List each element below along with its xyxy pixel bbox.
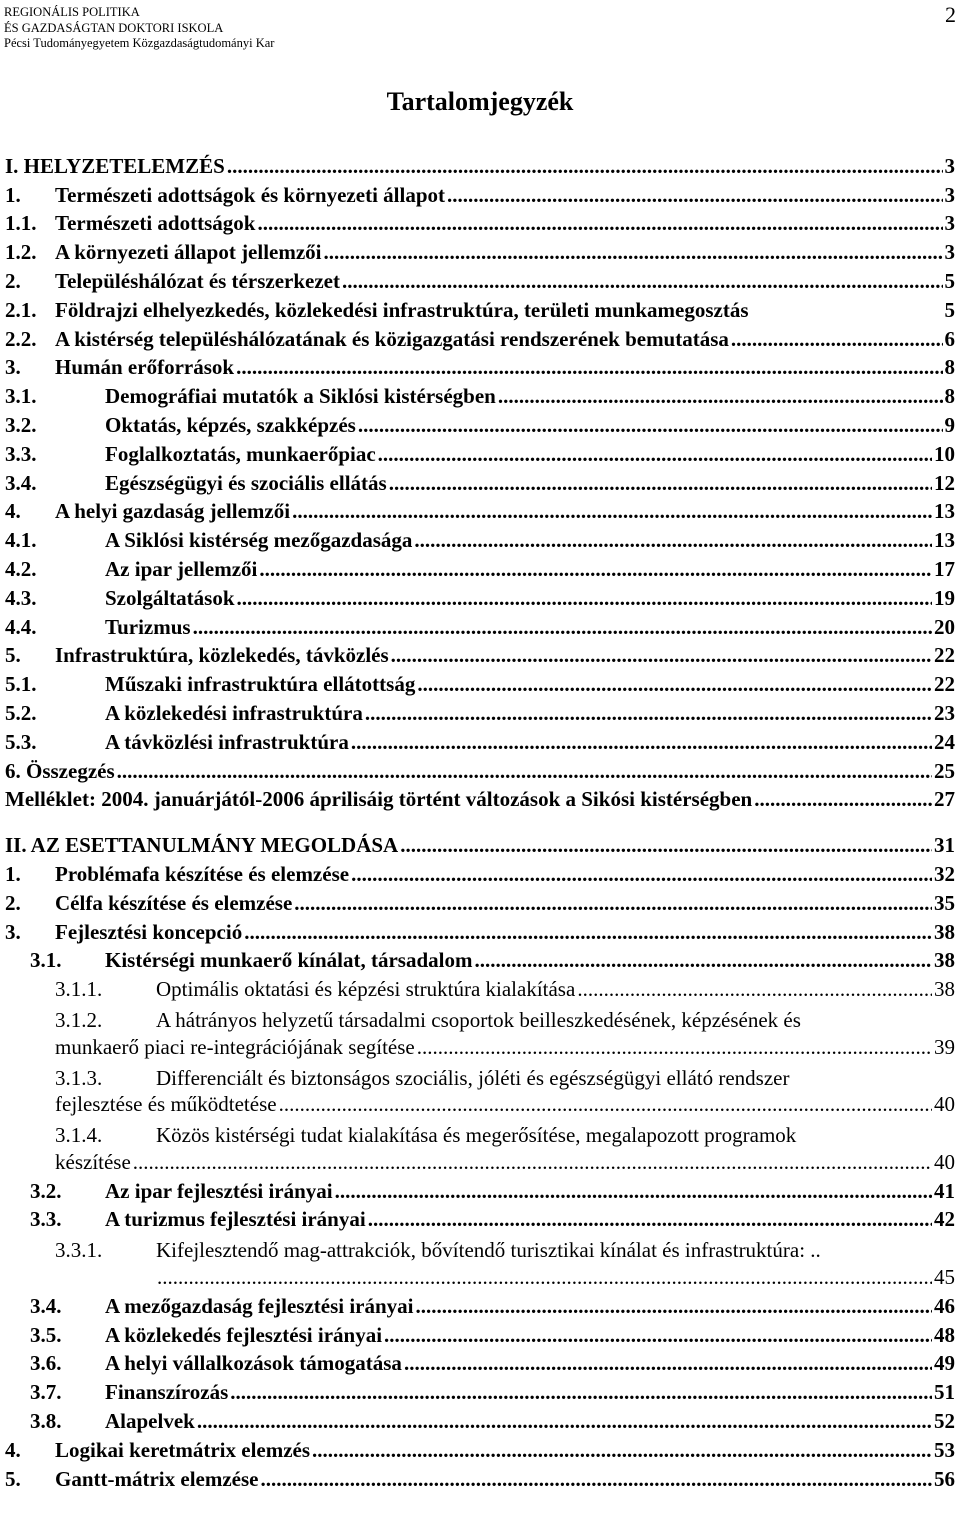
dot-leader — [365, 701, 932, 726]
toc-entry-number: 2. — [5, 890, 21, 915]
dot-leader — [133, 1150, 932, 1175]
toc-entry[interactable] — [5, 183, 955, 212]
toc-entry-number: 4.4. — [5, 614, 37, 639]
toc-entry-title: A környezeti állapot jellemzői — [55, 240, 322, 265]
toc-entry[interactable] — [5, 528, 955, 557]
toc-entry[interactable] — [5, 413, 955, 442]
toc-entry-title: Gantt-mátrix elemzése — [55, 1466, 259, 1491]
header-line-3: Pécsi Tudományegyetem Közgazdaságtudományi Kar — [4, 36, 275, 50]
toc-entry-title: Természeti adottságok — [55, 211, 256, 236]
toc-entry-title: A távközlési infrastruktúra — [105, 729, 349, 754]
toc-entry[interactable] — [5, 644, 955, 673]
toc-entry-page: 13 — [934, 499, 955, 524]
toc-entry-page: 22 — [934, 672, 955, 697]
toc-entry[interactable] — [5, 212, 955, 241]
toc-entry[interactable] — [5, 1265, 955, 1294]
toc-entry[interactable] — [5, 615, 955, 644]
toc-entry-number: 3.6. — [30, 1351, 62, 1376]
toc-entry-title: fejlesztése és működtetése — [55, 1092, 277, 1117]
toc-entry[interactable] — [5, 833, 955, 862]
toc-entry-number: 5.1. — [5, 672, 37, 697]
toc-entry-title: Demográfiai mutatók a Siklósi kistérségben — [105, 384, 496, 409]
toc-entry-number: 1. — [5, 182, 21, 207]
toc-entry-number: 3.3.1. — [55, 1238, 103, 1263]
dot-leader — [389, 471, 932, 496]
toc-entry-number: 4.2. — [5, 556, 37, 581]
toc-entry-page: 51 — [934, 1380, 955, 1405]
dot-leader — [577, 977, 932, 1002]
toc-entry-number: 5. — [5, 1466, 21, 1491]
toc-entry-title: Turizmus — [105, 614, 191, 639]
toc-entry-number: 3.4. — [30, 1293, 62, 1318]
toc-entry-title: Közös kistérségi tudat kialakítása és megerősítése, megalapozott programok — [156, 1123, 797, 1148]
toc-entry-number: 3.1.4. — [55, 1123, 103, 1148]
toc-entry-page: 3 — [944, 182, 955, 207]
toc-entry[interactable] — [5, 240, 955, 269]
toc-entry-page: 8 — [944, 355, 955, 380]
toc-entry-page: 38 — [934, 919, 955, 944]
toc-entry-title: Az ipar jellemzői — [105, 556, 258, 581]
toc-entry[interactable] — [5, 977, 955, 1006]
dot-leader — [447, 183, 943, 208]
toc-entry-page: 20 — [934, 614, 955, 639]
toc-entry[interactable] — [5, 500, 955, 529]
toc-entry-page: 22 — [934, 643, 955, 668]
toc-entry-page: 56 — [934, 1466, 955, 1491]
toc-entry-page: 52 — [934, 1409, 955, 1434]
toc-entry-page: 9 — [944, 412, 955, 437]
toc-entry[interactable] — [5, 154, 955, 183]
dot-leader — [400, 833, 932, 858]
toc-entry[interactable] — [5, 1064, 955, 1093]
toc-entry-page: 41 — [934, 1178, 955, 1203]
toc-entry-number: 3.2. — [5, 412, 37, 437]
toc-entry-page: 39 — [934, 1034, 955, 1059]
toc-entry-number: 2.2. — [5, 326, 37, 351]
toc-entry-number: 4. — [5, 1437, 21, 1462]
toc-entry[interactable] — [5, 1236, 955, 1265]
toc-entry-number: 4.1. — [5, 528, 37, 553]
dot-leader — [257, 211, 942, 236]
dot-leader — [351, 862, 932, 887]
toc-entry-title: A helyi gazdaság jellemzői — [55, 499, 291, 524]
toc-entry[interactable] — [5, 1467, 955, 1496]
toc-entry-title: Műszaki infrastruktúra ellátottság — [105, 672, 416, 697]
toc-entry-title: Optimális oktatási és képzési struktúra kialakítása — [156, 977, 576, 1002]
toc-entry-page: 5 — [944, 268, 955, 293]
toc-entry-page: 42 — [934, 1207, 955, 1232]
page-title: Tartalomjegyzék — [386, 87, 574, 116]
dot-leader — [417, 672, 932, 697]
toc-entry-page: 8 — [944, 384, 955, 409]
dot-leader — [417, 1035, 932, 1060]
toc-entry[interactable] — [5, 730, 955, 759]
dot-leader — [259, 557, 932, 582]
toc-entry-page: 45 — [934, 1265, 955, 1290]
toc-entry-title: A közlekedés fejlesztési irányai — [105, 1322, 383, 1347]
toc-entry[interactable] — [5, 471, 955, 500]
document-header — [4, 5, 274, 52]
toc-entry-number: Melléklet: 2004. januárjától-2006 áprilisáig történt változások a Sikósi kistérségben — [5, 787, 753, 812]
dot-leader — [378, 442, 932, 467]
toc-entry[interactable] — [5, 269, 955, 298]
toc-entry-number: 5.2. — [5, 700, 37, 725]
toc-entry-page: 38 — [934, 977, 955, 1002]
toc-entry-number: 4. — [5, 499, 21, 524]
toc-entry-number: I. HELYZETELEMZÉS — [5, 153, 225, 178]
dot-leader — [279, 1092, 932, 1117]
toc-entry-number: 1.2. — [5, 240, 37, 265]
toc-entry-title: Kistérségi munkaerő kínálat, társadalom — [105, 948, 473, 973]
toc-entry-title: Természeti adottságok és környezeti állapot — [55, 182, 445, 207]
toc-entry[interactable] — [5, 1035, 955, 1064]
toc-entry-page: 35 — [934, 890, 955, 915]
toc-entry[interactable] — [5, 586, 955, 615]
toc-entry-page: 10 — [934, 441, 955, 466]
toc-entry-title: Finanszírozás — [105, 1380, 229, 1405]
toc-entry[interactable] — [5, 1006, 955, 1035]
section-gap — [5, 816, 955, 833]
toc-entry-page: 3 — [944, 240, 955, 265]
toc-entry-title: A közlekedési infrastruktúra — [105, 700, 363, 725]
toc-entry-number: 2.1. — [5, 297, 37, 322]
dot-leader — [236, 355, 942, 380]
toc-entry[interactable] — [5, 891, 955, 920]
toc-entry[interactable] — [5, 1208, 955, 1237]
toc-entry-title: munkaerő piaci re-integrációjának segítése — [55, 1034, 415, 1059]
dot-leader — [197, 1409, 932, 1434]
toc-entry[interactable] — [5, 298, 955, 327]
toc-entry-number: 3.1. — [5, 384, 37, 409]
dot-leader — [292, 499, 932, 524]
toc-entry-number: 3.3. — [30, 1207, 62, 1232]
toc-entry-page: 27 — [934, 787, 955, 812]
toc-entry[interactable] — [5, 862, 955, 891]
toc-entry-title: készítése — [55, 1149, 131, 1174]
toc-entry-page: 49 — [934, 1351, 955, 1376]
toc-entry-title: Humán erőforrások — [55, 355, 235, 380]
toc-entry-title: Szolgáltatások — [105, 585, 235, 610]
toc-entry-page: 24 — [934, 729, 955, 754]
toc-entry-page: 3 — [944, 211, 955, 236]
toc-entry[interactable] — [5, 442, 955, 471]
toc-entry[interactable] — [5, 384, 955, 413]
toc-entry-page: 12 — [934, 470, 955, 495]
toc-entry-page: 48 — [934, 1322, 955, 1347]
toc-entry-page: 38 — [934, 948, 955, 973]
toc-entry-title: Kifejlesztendő mag-attrakciók, bővítendő turisztikai kínálat és infrastruktúra: .. — [156, 1238, 821, 1263]
toc-entry-page: 13 — [934, 528, 955, 553]
toc-entry[interactable] — [5, 1093, 955, 1122]
toc-entry[interactable] — [5, 1323, 955, 1352]
dot-leader — [294, 891, 932, 916]
toc-entry-title: A mezőgazdaság fejlesztési irányai — [105, 1293, 414, 1318]
toc-entry-number: 3.1.3. — [55, 1065, 103, 1090]
toc-entry-title: Az ipar fejlesztési irányai — [105, 1178, 333, 1203]
toc-entry-title: Alapelvek — [105, 1409, 195, 1434]
toc-entry-page: 6 — [944, 326, 955, 351]
dot-leader — [404, 1351, 932, 1376]
dot-leader — [230, 1380, 932, 1405]
toc-entry[interactable] — [5, 1179, 955, 1208]
toc-entry-title: A helyi vállalkozások támogatása — [105, 1351, 402, 1376]
toc-entry-title: Foglalkoztatás, munkaerőpiac — [105, 441, 376, 466]
toc-entry-number: II. AZ ESETTANULMÁNY MEGOLDÁSA — [5, 833, 399, 858]
toc-entry-page: 5 — [944, 297, 955, 322]
dot-leader — [335, 1179, 932, 1204]
toc-entry-title: Fejlesztési koncepció — [55, 919, 243, 944]
toc-entry-title: Oktatás, képzés, szakképzés — [105, 412, 356, 437]
toc-entry-page: 46 — [934, 1293, 955, 1318]
toc-entry-title: Infrastruktúra, közlekedés, távközlés — [55, 643, 389, 668]
dot-leader — [324, 240, 943, 265]
toc-entry-page: 19 — [934, 585, 955, 610]
toc-entry-number: 3.1.2. — [55, 1008, 103, 1033]
dot-leader — [351, 730, 932, 755]
toc-entry[interactable] — [5, 1294, 955, 1323]
dot-leader — [342, 269, 943, 294]
dot-leader — [368, 1207, 932, 1232]
toc-entry[interactable] — [5, 701, 955, 730]
header-line-1: REGIONÁLIS POLITIKA — [4, 5, 140, 19]
dot-leader — [475, 948, 933, 973]
toc-entry-number: 1. — [5, 861, 21, 886]
toc-entry-number: 3.8. — [30, 1409, 62, 1434]
toc-entry-title: Célfa készítése és elemzése — [55, 890, 293, 915]
toc-entry[interactable] — [5, 327, 955, 356]
toc-entry-page: 23 — [934, 700, 955, 725]
toc-entry-title: A hátrányos helyzetű társadalmi csoportok beilleszkedésének, képzésének és — [156, 1008, 801, 1033]
toc-entry[interactable] — [5, 1121, 955, 1150]
toc-entry-title: A Siklósi kistérség mezőgazdasága — [105, 528, 413, 553]
toc-entry-page: 53 — [934, 1437, 955, 1462]
dot-leader — [414, 528, 932, 553]
toc-entry[interactable] — [5, 788, 955, 817]
toc-entry[interactable] — [5, 920, 955, 949]
toc-entry-number: 2. — [5, 268, 21, 293]
toc-entry-page: 40 — [934, 1092, 955, 1117]
toc-entry-number: 3. — [5, 355, 21, 380]
dot-leader — [237, 586, 932, 611]
dot-leader — [391, 643, 932, 668]
header-line-2: ÉS GAZDASÁGTAN DOKTORI ISKOLA — [4, 20, 224, 35]
table-of-contents — [5, 154, 955, 1496]
toc-entry-title: Egészségügyi és szociális ellátás — [105, 470, 387, 495]
toc-entry-number: 3.2. — [30, 1178, 62, 1203]
toc-entry-page: 31 — [934, 833, 955, 858]
toc-entry[interactable] — [5, 1150, 955, 1179]
toc-entry-title: Problémafa készítése és elemzése — [55, 861, 350, 886]
toc-entry[interactable] — [5, 1438, 955, 1467]
toc-entry[interactable] — [5, 1352, 955, 1381]
toc-entry-number: 5.3. — [5, 729, 37, 754]
toc-entry[interactable] — [5, 1409, 955, 1438]
toc-entry[interactable] — [5, 672, 955, 701]
toc-entry-page: 3 — [944, 153, 955, 178]
toc-entry-number: 6. Összegzés — [5, 758, 115, 783]
page-number: 2 — [945, 2, 956, 27]
toc-entry[interactable] — [5, 356, 955, 385]
toc-entry-page: 40 — [934, 1149, 955, 1174]
dot-leader — [261, 1467, 933, 1492]
toc-entry-number: 3.1.1. — [55, 977, 103, 1002]
toc-entry-number: 3.3. — [5, 441, 37, 466]
toc-entry-page: 25 — [934, 758, 955, 783]
dot-leader — [358, 413, 943, 438]
toc-entry-title: Logikai keretmátrix elemzés — [55, 1437, 311, 1462]
toc-entry-number: 5. — [5, 643, 21, 668]
toc-entry-number: 1.1. — [5, 211, 37, 236]
toc-entry[interactable] — [5, 1380, 955, 1409]
toc-entry-number: 3.1. — [30, 948, 62, 973]
toc-entry-title: Településhálózat és térszerkezet — [55, 268, 340, 293]
toc-entry-page: 17 — [934, 556, 955, 581]
dot-leader — [193, 615, 932, 640]
toc-entry-page: 32 — [934, 861, 955, 886]
toc-entry[interactable] — [5, 759, 955, 788]
toc-entry[interactable] — [5, 557, 955, 586]
toc-entry-title: A kistérség településhálózatának és közigazgatási rendszerének bemutatása — [55, 326, 729, 351]
dot-leader — [312, 1438, 932, 1463]
dot-leader — [416, 1294, 932, 1319]
toc-entry-title: Differenciált és biztonságos szociális, jóléti és egészségügyi ellátó rendszer — [156, 1065, 790, 1090]
dot-leader — [117, 759, 932, 784]
toc-entry[interactable] — [5, 949, 955, 978]
toc-entry-title: A turizmus fejlesztési irányai — [105, 1207, 366, 1232]
toc-entry-number: 3.4. — [5, 470, 37, 495]
toc-entry-number: 4.3. — [5, 585, 37, 610]
dot-leader — [731, 327, 943, 352]
toc-entry-number: 3.5. — [30, 1322, 62, 1347]
toc-entry-title: Földrajzi elhelyezkedés, közlekedési infrastruktúra, területi munkamegosztás — [55, 297, 749, 322]
toc-entry-number: 3. — [5, 919, 21, 944]
dot-leader — [754, 787, 932, 812]
dot-leader — [498, 384, 943, 409]
toc-entry-number: 3.7. — [30, 1380, 62, 1405]
dot-leader — [244, 920, 932, 945]
dot-leader — [384, 1323, 932, 1348]
dot-leader — [227, 154, 943, 179]
dot-leader — [157, 1265, 932, 1290]
